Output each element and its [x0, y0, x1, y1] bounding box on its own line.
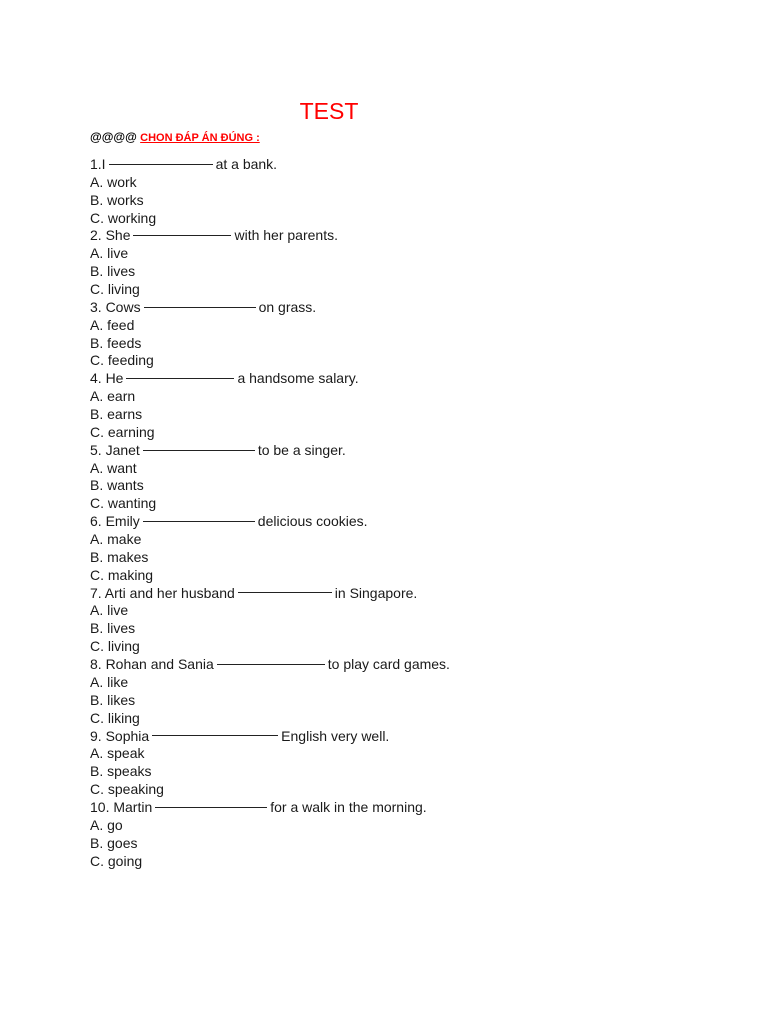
question — [90, 799, 690, 870]
question — [90, 656, 690, 727]
answer-option: B. lives — [90, 620, 136, 637]
answer-blank — [152, 735, 278, 736]
answer-option: C. wanting — [90, 495, 157, 512]
question-text-before: 3. Cows — [90, 298, 141, 315]
question-stem — [90, 156, 690, 174]
answer-blank — [143, 450, 255, 451]
question-text-after: at a bank. — [215, 156, 278, 172]
answer-option: C. living — [90, 638, 140, 655]
question — [90, 442, 690, 513]
question-text-before: 1.I — [90, 156, 106, 172]
page-title: TEST — [299, 98, 359, 124]
question-text-before: 8. Rohan and Sania — [90, 656, 214, 673]
answer-blank — [238, 592, 332, 593]
question-stem — [90, 370, 690, 388]
answer-blank — [126, 378, 234, 379]
answer-option: C. speaking — [90, 781, 164, 798]
answer-option: B. speaks — [90, 763, 152, 780]
question-text-after: in Singapore. — [334, 584, 418, 601]
question-text-after: English very well. — [281, 727, 390, 744]
question-text-after: to play card games. — [327, 656, 450, 673]
question-text-after: on grass. — [258, 298, 317, 315]
question — [90, 585, 690, 656]
answer-option: A. go — [90, 816, 123, 833]
question — [90, 370, 690, 441]
question — [90, 728, 690, 799]
question-stem — [90, 513, 690, 531]
question-text-after: a handsome salary. — [237, 370, 359, 387]
answer-option: A. work — [90, 173, 137, 190]
answer-option: A. like — [90, 673, 129, 690]
question-text-after: for a walk in the morning. — [270, 798, 427, 815]
question-stem — [90, 728, 690, 746]
answer-blank — [109, 164, 213, 165]
question-text-before: 5. Janet — [90, 441, 140, 458]
question — [90, 299, 690, 370]
answer-option: C. living — [90, 281, 140, 298]
question — [90, 156, 690, 227]
answer-blank — [133, 235, 231, 236]
question-stem — [90, 585, 690, 603]
question — [90, 513, 690, 584]
answer-blank — [144, 307, 256, 308]
answer-option: C. working — [90, 209, 157, 226]
question-stem — [90, 299, 690, 317]
answer-option: C. liking — [90, 709, 140, 726]
answer-option: C. feeding — [90, 352, 154, 369]
question-text-after: with her parents. — [234, 227, 338, 244]
answer-option: C. earning — [90, 423, 155, 440]
question-stem — [90, 656, 690, 674]
answer-blank — [155, 807, 267, 808]
question-text-before: 2. She — [90, 227, 131, 244]
answer-option: B. lives — [90, 263, 136, 280]
answer-option: B. likes — [90, 691, 136, 708]
question-stem — [90, 799, 690, 817]
answer-option: B. works — [90, 191, 144, 208]
question-stem — [90, 442, 690, 460]
answer-option: C. going — [90, 852, 143, 869]
question-text-after: to be a singer. — [257, 441, 346, 458]
question-list — [90, 156, 690, 870]
answer-option: A. make — [90, 531, 142, 548]
answer-option: A. want — [90, 459, 137, 476]
instruction-prefix: @@@@ — [90, 130, 137, 144]
answer-option: B. earns — [90, 406, 143, 423]
answer-option: B. feeds — [90, 334, 142, 351]
answer-option: A. live — [90, 245, 129, 262]
question-text-before: 9. Sophia — [90, 727, 150, 744]
answer-option: B. goes — [90, 834, 138, 851]
question-text-before: 7. Arti and her husband — [90, 584, 235, 601]
answer-blank — [217, 664, 325, 665]
instruction-line — [90, 128, 260, 147]
answer-option: A. feed — [90, 316, 135, 333]
answer-option: A. live — [90, 602, 129, 619]
answer-option: B. wants — [90, 477, 144, 494]
question — [90, 227, 690, 298]
answer-option: C. making — [90, 566, 154, 583]
question-text-after: delicious cookies. — [257, 513, 368, 530]
question-text-before: 4. He — [90, 370, 124, 387]
answer-option: B. makes — [90, 548, 149, 565]
answer-blank — [143, 521, 255, 522]
instruction-heading: CHON ĐÁP ÁN ĐÚNG : — [140, 132, 260, 144]
question-text-before: 10. Martin — [90, 798, 153, 815]
answer-option: A. speak — [90, 745, 145, 762]
question-stem — [90, 227, 690, 245]
question-text-before: 6. Emily — [90, 513, 140, 530]
answer-option: A. earn — [90, 388, 136, 405]
